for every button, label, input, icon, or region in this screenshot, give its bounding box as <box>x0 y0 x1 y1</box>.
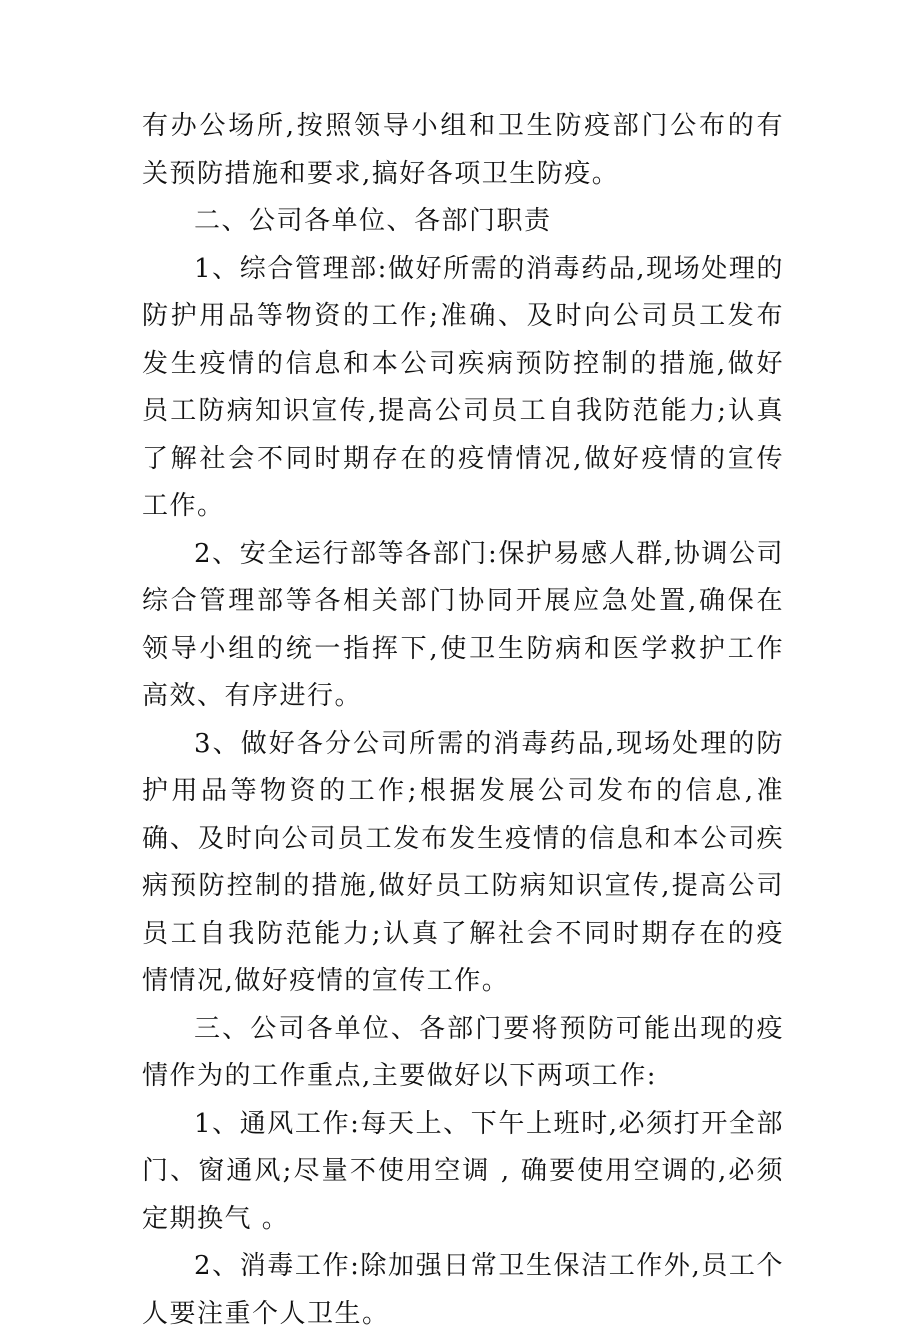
paragraph-management-dept: 1、综合管理部:做好所需的消毒药品,现场处理的防护用品等物资的工作;准确、及时向公司员工发布发生疫情的信息和本公司疾病预防控制的措施,做好员工防病知识宣传,提高公司员工自我防范能力;认真了解社会不同时期存在的疫情情况,做好疫情的宣传工作。 <box>142 253 784 521</box>
paragraph-branch-companies: 3、做好各分公司所需的消毒药品,现场处理的防护用品等物资的工作;根据发展公司发布的信息,准确、及时向公司员工发布发生疫情的信息和本公司疾病预防控制的措施,做好员工防病知识宣传,提高公司员工自我防范能力;认真了解社会不同时期存在的疫情情况,做好疫情的宣传工作。 <box>142 728 784 996</box>
section-heading-responsibilities: 二、公司各单位、各部门职责 <box>194 206 552 236</box>
document-body <box>142 103 784 1338</box>
paragraph-continuation: 有办公场所,按照领导小组和卫生防疫部门公布的有关预防措施和要求,搞好各项卫生防疫。 <box>142 111 784 189</box>
section-heading-key-work: 三、公司各单位、各部门要将预防可能出现的疫情作为的工作重点,主要做好以下两项工作: <box>142 1013 784 1091</box>
paragraph-disinfection: 2、消毒工作:除加强日常卫生保洁工作外,员工个人要注重个人卫生。 <box>142 1251 784 1329</box>
paragraph-ventilation: 1、通风工作:每天上、下午上班时,必须打开全部门、窗通风;尽量不使用空调 , 确要使用空调的,必须定期换气 。 <box>142 1108 784 1234</box>
paragraph-safety-dept: 2、安全运行部等各部门:保护易感人群,协调公司综合管理部等各相关部门协同开展应急处置,确保在领导小组的统一指挥下,使卫生防病和医学救护工作高效、有序进行。 <box>142 538 784 711</box>
